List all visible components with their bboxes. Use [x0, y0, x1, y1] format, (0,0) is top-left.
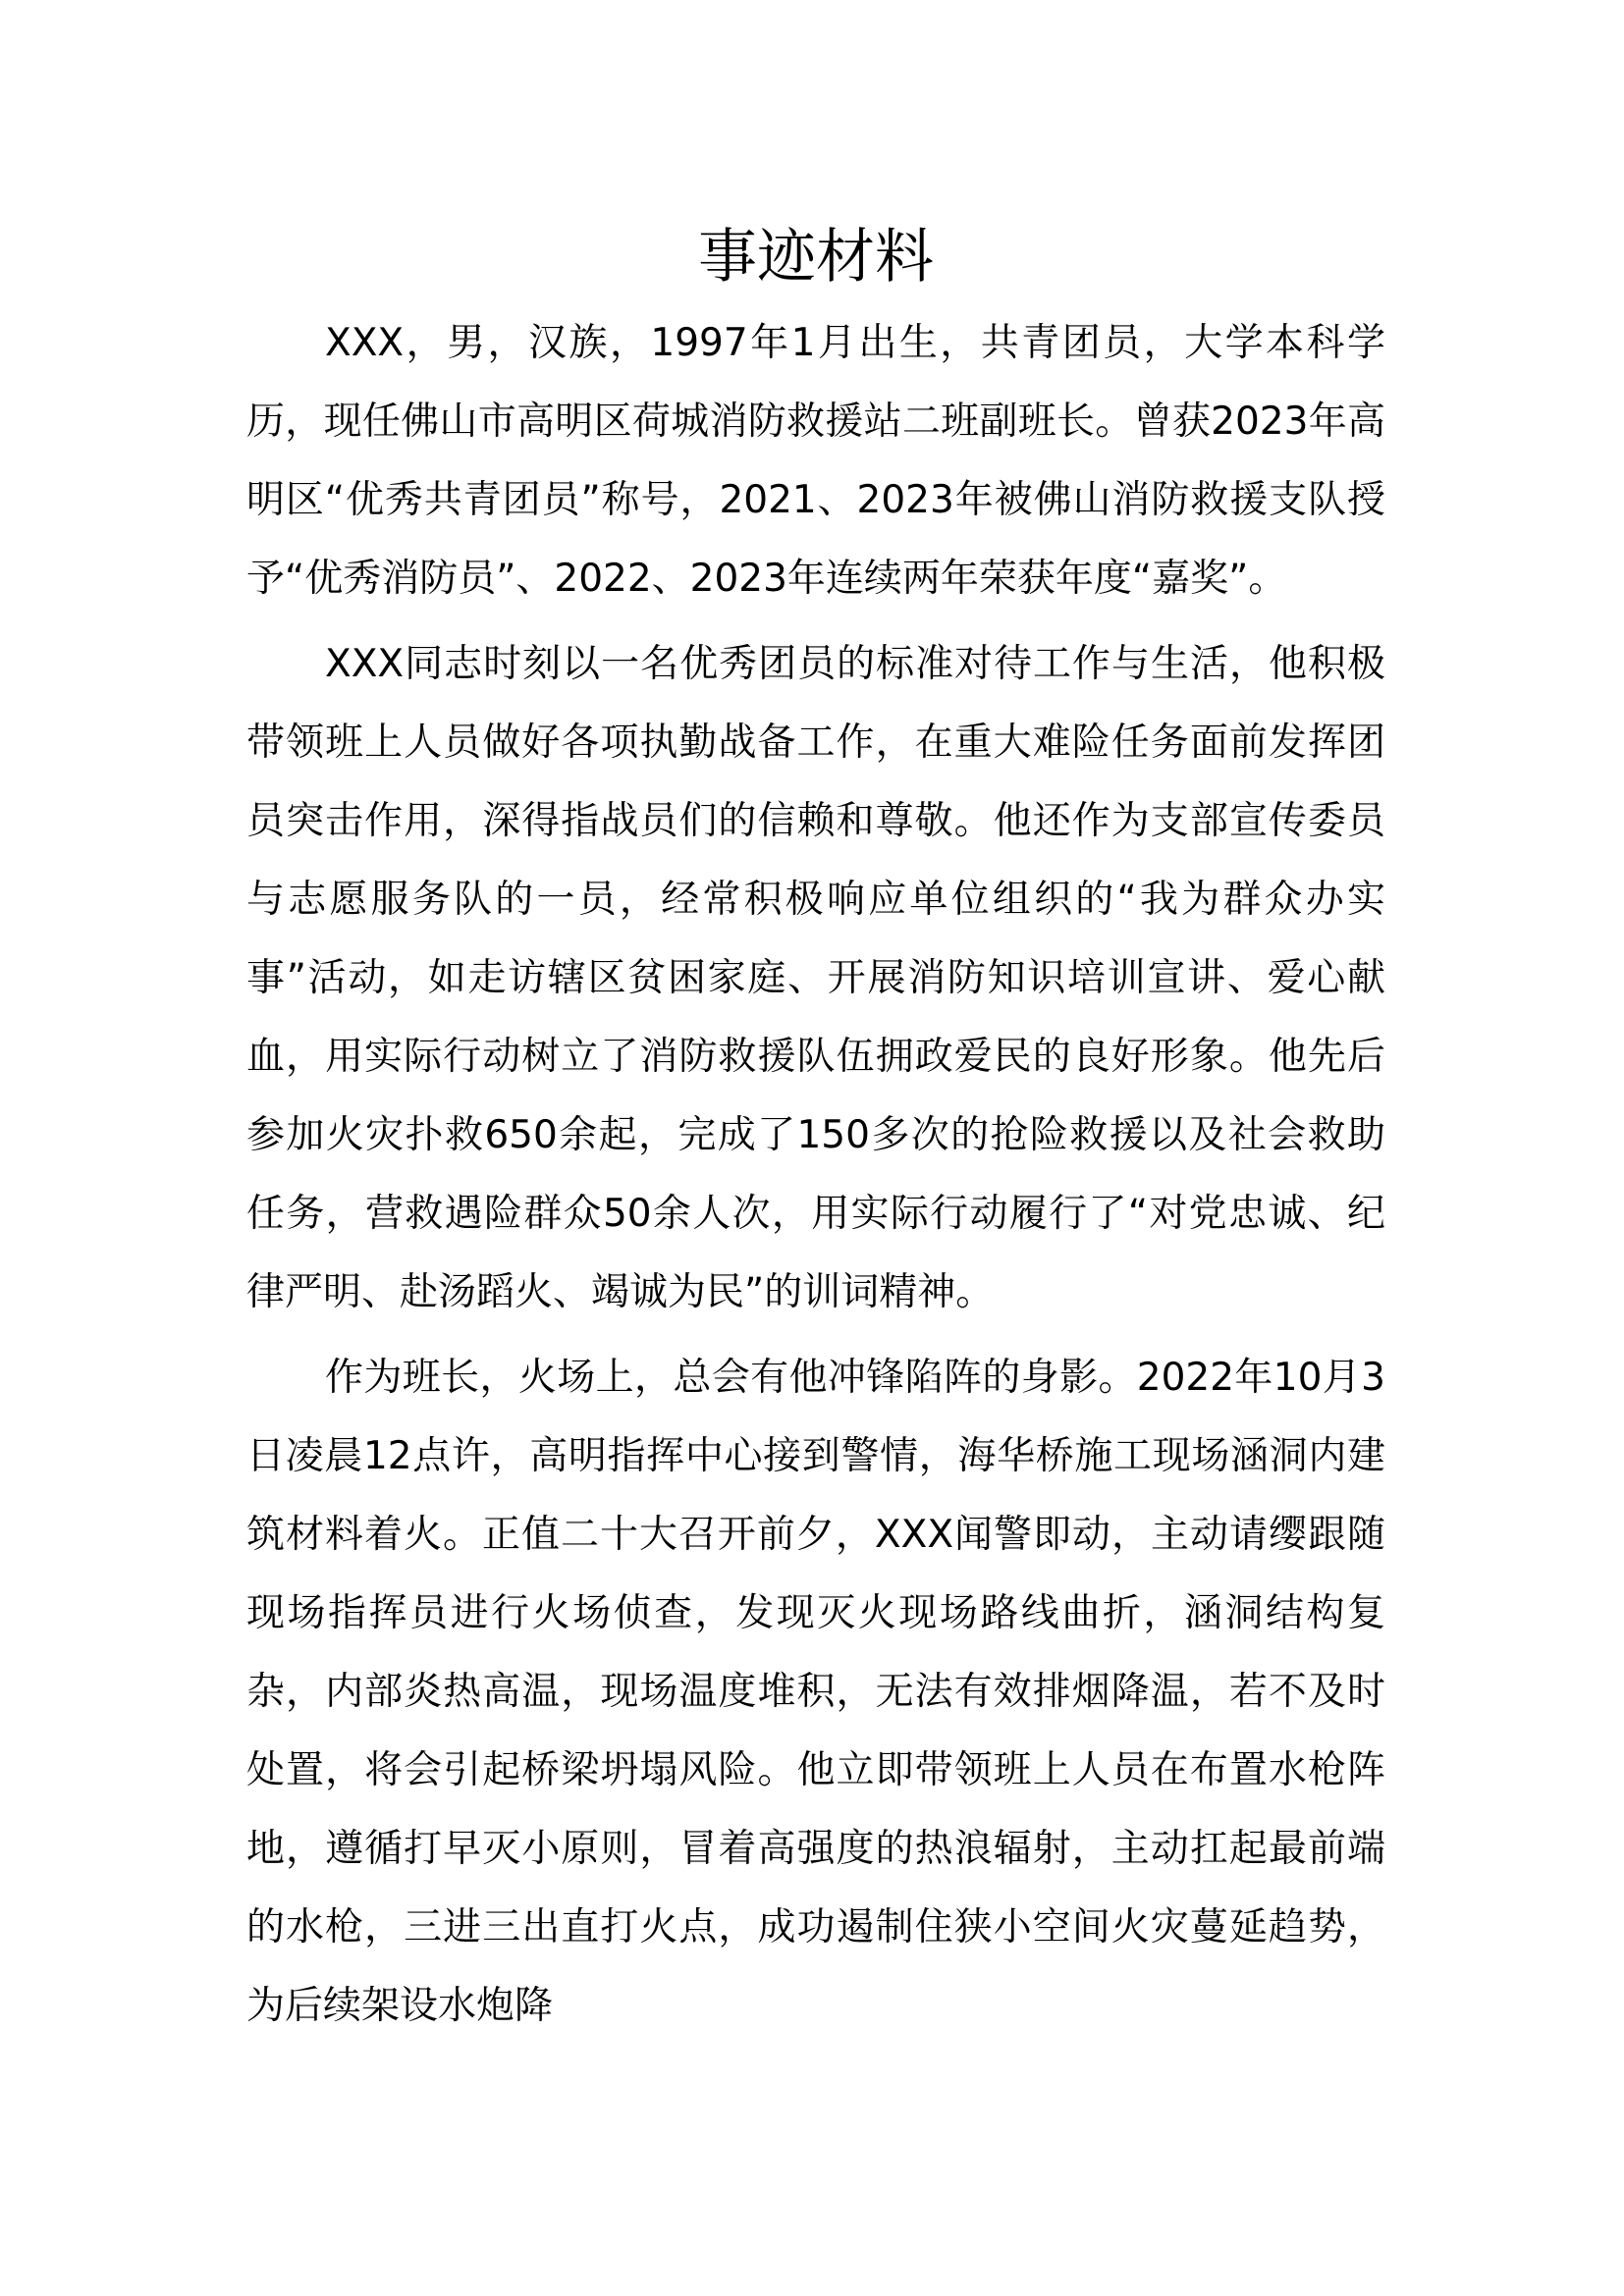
paragraph-service: XXX同志时刻以一名优秀团员的标准对待工作与生活，他积极带领班上人员做好各项执勤战备工作，在重大难险任务面前发挥团员突击作用，深得指战员们的信赖和尊敬。他还作为支部宣传委员与志愿服务队的一员，经常积极响应单位组织的“我为群众办实事”活动，如走访辖区贫困家庭、开展消防知识培训宣讲、爱心献血，用实际行动树立了消防救援队伍拥政爱民的良好形象。他先后参加火灾扑救650余起，完成了150多次的抢险救援以及社会救助任务，营救遇险群众50余人次，用实际行动履行了“对党忠诚、纪律严明、赴汤蹈火、竭诚为民”的训词精神。	[246, 642, 1385, 1314]
paragraph-profile: XXX，男，汉族，1997年1月出生，共青团员，大学本科学历，现任佛山市高明区荷城消防救援站二班副班长。曾获2023年高明区“优秀共青团员”称号，2021、2023年被佛山消防救援支队授予“优秀消防员”、2022、2023年连续两年荣获年度“嘉奖”。	[246, 321, 1385, 601]
document-page	[246, 218, 1385, 2053]
paragraph-fire-rescue: 作为班长，火场上，总会有他冲锋陷阵的身影。2022年10月3日凌晨12点许，高明指挥中心接到警情，海华桥施工现场涵洞内建筑材料着火。正值二十大召开前夕，XXX闻警即动，主动请缨跟随现场指挥员进行火场侦查，发现灭火现场路线曲折，涵洞结构复杂，内部炎热高温，现场温度堆积，无法有效排烟降温，若不及时处置，将会引起桥梁坍塌风险。他立即带领班上人员在布置水枪阵地，遵循打早灭小原则，冒着高强度的热浪辐射，主动扛起最前端的水枪，三进三出直打火点，成功遏制住狭小空间火灾蔓延趋势，为后续架设水炮降	[246, 1356, 1385, 2028]
document-title: 事迹材料	[698, 223, 934, 292]
